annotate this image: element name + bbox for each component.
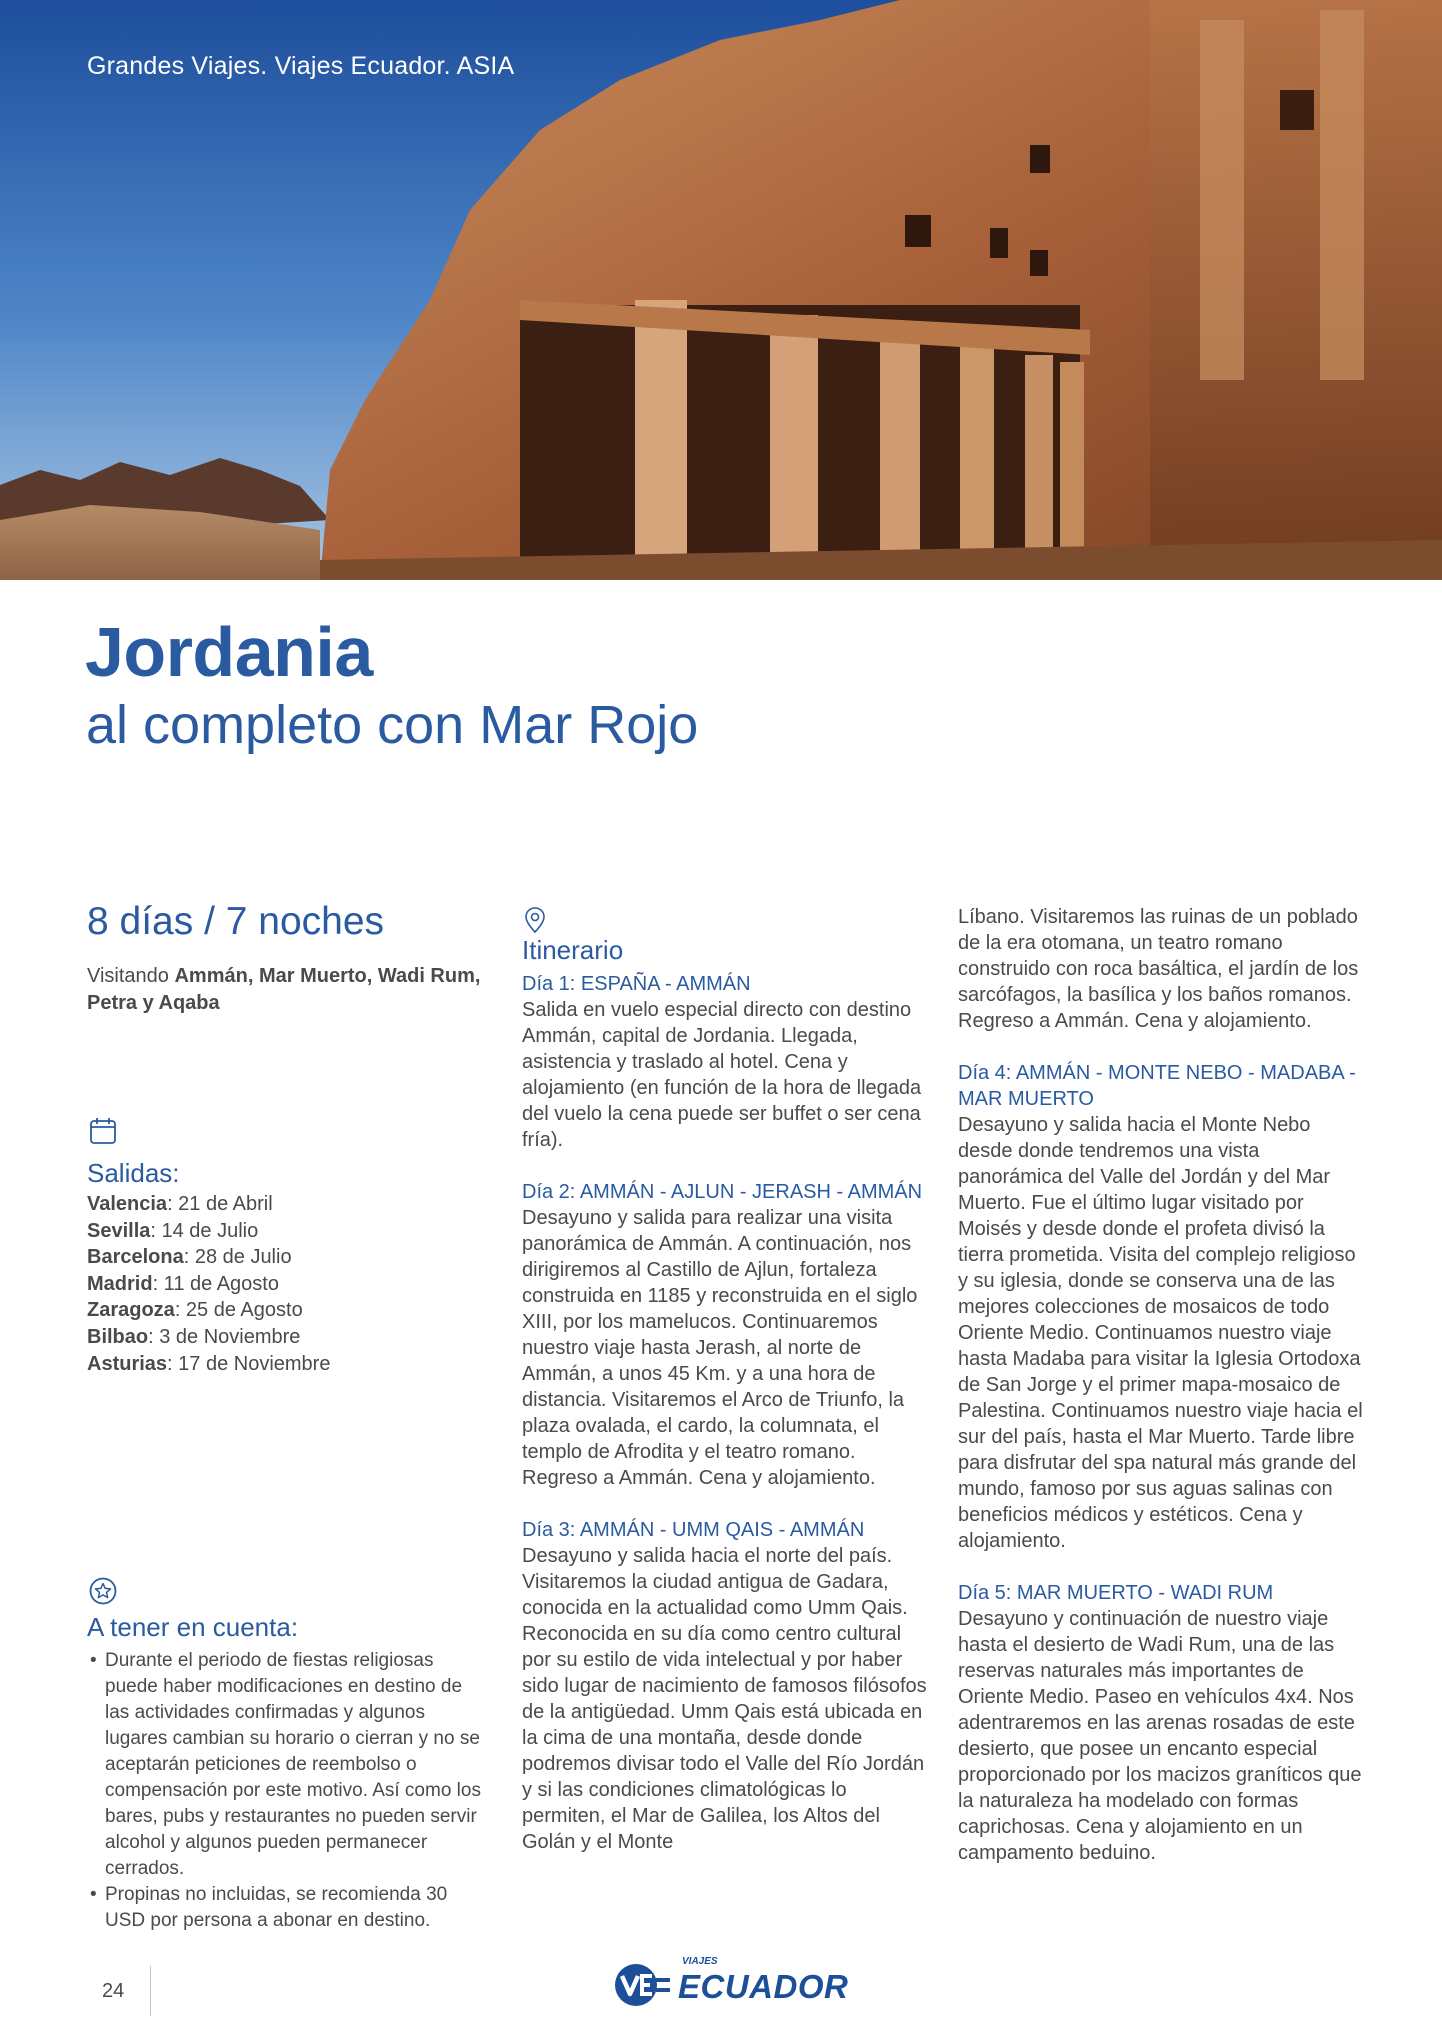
day-text: Desayuno y salida hacia el norte del país. Visitaremos la ciudad antigua de Gadara, conocida en la actualidad como Umm Qais. Reconocida en su día como centro cultural por su estilo de vida intelectual y por haber sido lugar de nacimiento de famosos filósofos de la antigüedad. Umm Qais está ubicada en la cima de una montaña, desde donde podremos divisar todo el Valle del Río Jordán y si las condiciones climatológicas lo permiten, el Mar de Galilea, los Altos del Golán y el Monte [522, 1545, 927, 1853]
day-text: Desayuno y continuación de nuestro viaje hasta el desierto de Wadi Rum, una de las reservas naturales más importantes de Oriente Medio. Paseo en vehículos 4x4. Nos adentraremos en las arenas rosadas de este desierto, que posee un encanto especial proporcionado por los macizos graníticos que la naturaleza ha modelado con formas caprichosas. Cena y alojamiento en un campamento beduino. [958, 1608, 1362, 1864]
viajes-ecuador-logo [612, 1956, 849, 2010]
day-text: Líbano. Visitaremos las ruinas de un poblado de la era otomana, un teatro romano construido con roca basáltica, el jardín de los sarcófagos, la basílica y los baños romanos. Regreso a Ammán. Cena y alojamiento. [958, 906, 1359, 1032]
day-text: Desayuno y salida hacia el Monte Nebo desde donde tendremos una vista panorámica del Valle del Jordán y del Mar Muerto. Fue el último lugar visitado por Moisés y desde donde el profeta divisó la tierra prometida. Visita del complejo religioso y su iglesia, donde se conserva una de las mejores colecciones de mosaicos de todo Oriente Medio. Continuamos nuestro viaje hasta Madaba para visitar la Iglesia Ortodoxa de San Jorge y el primer mapa-mosaico de Palestina. Continuamos nuestro viaje hacia el sur del país, hasta el Mar Muerto. Tarde libre para disfrutar del spa natural más grande del mundo, famoso por sus aguas salinas con beneficios médicos y estéticos. Cena y alojamiento. [958, 1114, 1363, 1552]
footer-divider [150, 1966, 151, 2016]
visiting-places: Ammán, Mar Muerto, Wadi Rum, Petra y Aqaba [87, 965, 481, 1014]
petra-tomb-illustration [0, 0, 1442, 580]
day-text: Salida en vuelo especial directo con destino Ammán, capital de Jordania. Llegada, asistencia y traslado al hotel. Cena y alojamiento (en función de la hora de llegada del vuelo la cena puede ser buffet o ser cena fría). [522, 999, 922, 1151]
list-item: • Propinas no incluidas, se recomienda 30 USD por persona a abonar en destino. [90, 1882, 490, 1934]
itinerary-heading: Itinerario [522, 935, 624, 965]
departures-list [87, 1191, 330, 1377]
list-item: • Durante el periodo de fiestas religiosas puede haber modificaciones en destino de las actividades confirmadas y algunos lugares cambian su horario o cierran y no se aceptarán peticiones de reembolso o compensación por este motivo. Así como los bares, pubs y restaurantes no pueden servir alcohol y algunos pueden permanecer cerrados. [90, 1648, 490, 1882]
page-subtitle: al completo con Mar Rojo [86, 695, 699, 755]
trip-duration: 8 días / 7 noches [87, 900, 385, 943]
page-number: 24 [102, 1980, 125, 2002]
visiting-text [87, 963, 487, 1017]
list-item: Zaragoza: 25 de Agosto [87, 1299, 303, 1322]
hero-caption: Grandes Viajes. Viajes Ecuador. ASIA [87, 52, 515, 80]
visiting-prefix: Visitando [87, 965, 175, 987]
departures-heading: Salidas: [87, 1158, 180, 1188]
day-title: Día 2: AMMÁN - AJLUN - JERASH - AMMÁN [522, 1181, 923, 1203]
notes-list [90, 1648, 490, 1934]
calendar-icon [88, 1116, 118, 1146]
notes-heading: A tener en cuenta: [87, 1612, 299, 1642]
itinerary-column-2 [958, 904, 1368, 1892]
list-item: Bilbao: 3 de Noviembre [87, 1325, 301, 1348]
day-title: Día 4: AMMÁN - MONTE NEBO - MADABA - MAR MUERTO [958, 1062, 1356, 1110]
day-title: Día 1: ESPAÑA - AMMÁN [522, 973, 751, 995]
itinerary-column-1 [522, 937, 927, 1881]
list-item: Sevilla: 14 de Julio [87, 1219, 259, 1242]
hero-photo [0, 0, 1442, 580]
logo-ecuador: ECUADOR [678, 1968, 849, 2005]
list-item: Valencia: 21 de Abril [87, 1193, 273, 1215]
list-item: Madrid: 11 de Agosto [87, 1272, 279, 1295]
day-title: Día 5: MAR MUERTO - WADI RUM [958, 1582, 1274, 1604]
logo-mark-icon [612, 1962, 672, 2008]
list-item: Asturias: 17 de Noviembre [87, 1352, 331, 1375]
location-pin-icon [523, 906, 547, 934]
day-text: Desayuno y salida para realizar una visita panorámica de Ammán. A continuación, nos dirigiremos al Castillo de Ajlun, fortaleza construida en 1185 y reconstruida en el siglo XIII, por los mamelucos. Continuaremos nuestro viaje hasta Jerash, al norte de Ammán, a unos 45 Km. y a una hora de distancia. Visitaremos el Arco de Triunfo, la plaza ovalada, el cardo, la columnata, el templo de Afrodita y el teatro romano. Regreso a Ammán. Cena y alojamiento. [522, 1207, 918, 1489]
page-title: Jordania [85, 613, 373, 691]
star-icon [88, 1576, 118, 1606]
day-title: Día 3: AMMÁN - UMM QAIS - AMMÁN [522, 1519, 865, 1541]
list-item: Barcelona: 28 de Julio [87, 1246, 292, 1269]
logo-viajes: VIAJES [682, 1956, 718, 1967]
